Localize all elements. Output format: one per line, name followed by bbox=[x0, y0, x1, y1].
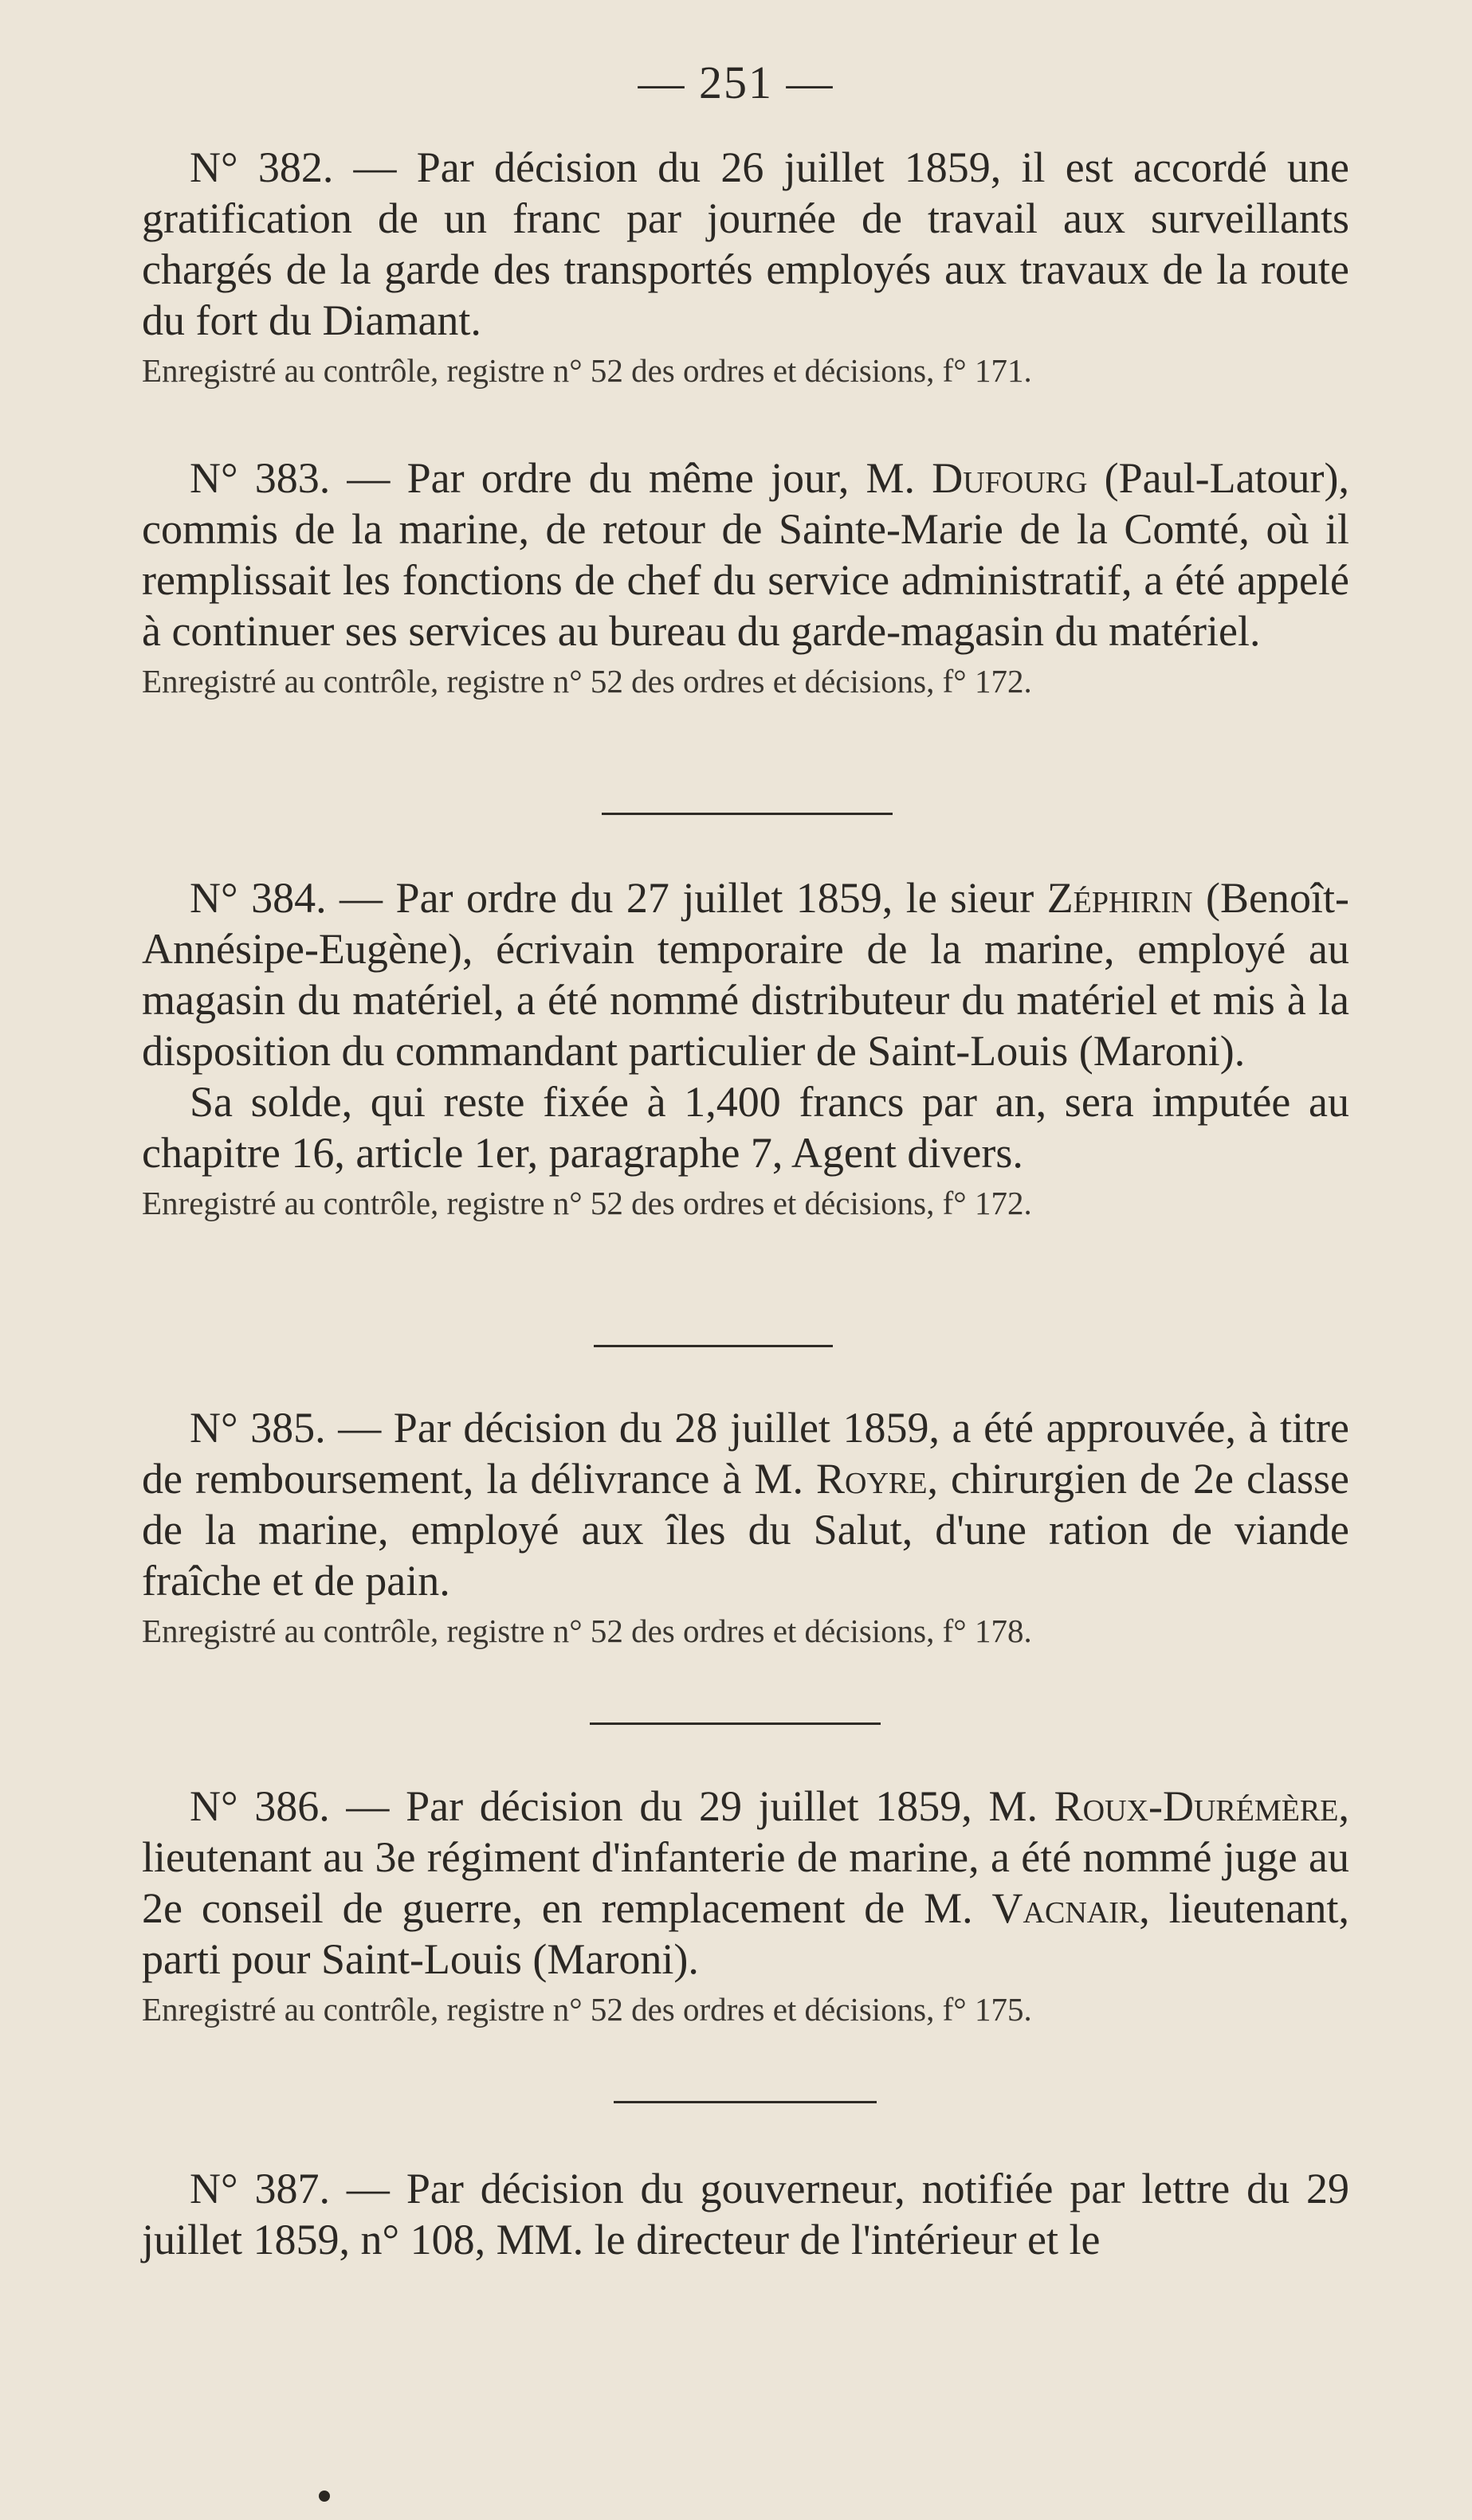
entry-body: (Benoît-Annésipe-Eugène), écrivain temporaire de la marine, employé au magasin du matériel, a été nommé distributeur du matériel et mis à la disposition du commandant particulier de Saint-Louis (Maroni). bbox=[142, 874, 1349, 1075]
register-note: Enregistré au contrôle, registre n° 52 des ordres et décisions, f° 171. bbox=[142, 352, 1032, 389]
entry-body: Par ordre du 27 juillet 1859, le sieur bbox=[395, 874, 1047, 922]
entry-body: , lieutenant, parti pour Saint-Louis (Maroni). bbox=[142, 1884, 1350, 1983]
entry-body: , lieutenant au 3e régiment d'infanterie de marine, a été nommé juge au 2e conseil de guerre, en remplacement de M. bbox=[142, 1782, 1350, 1932]
entry-382-text bbox=[142, 142, 1349, 346]
section-divider bbox=[602, 813, 893, 815]
ink-speck bbox=[319, 2491, 330, 2502]
entry-384-text-2: Sa solde, qui reste fixée à 1,400 francs par an, sera imputée au chapitre 16, article 1er, paragraphe 7, Agent divers. bbox=[142, 1078, 1349, 1177]
entry-383-text bbox=[142, 453, 1349, 656]
person-name: Roux-Durémère bbox=[1054, 1782, 1339, 1830]
entry-number: N° 387. — bbox=[190, 2165, 406, 2212]
entry-number: N° 386. — bbox=[190, 1782, 406, 1830]
entry-384 bbox=[142, 872, 1349, 1223]
entry-body: Par décision du 29 juillet 1859, M. bbox=[406, 1782, 1054, 1830]
entry-body: (Paul-Latour), commis de la marine, de retour de Sainte-Marie de la Comté, où il remplissait les fonctions de chef du service administratif, a été appelé à continuer ses services au bureau du garde-magasin du matériel. bbox=[142, 454, 1349, 655]
person-name: Vacnair bbox=[991, 1884, 1140, 1932]
entry-387 bbox=[142, 2163, 1349, 2265]
entry-382 bbox=[142, 142, 1349, 390]
entry-body: Par ordre du même jour, M. bbox=[406, 454, 932, 502]
page-number: — 251 — bbox=[638, 57, 834, 108]
entry-385 bbox=[142, 1402, 1349, 1651]
person-name: Dufourg bbox=[932, 454, 1088, 502]
entry-386-text bbox=[142, 1781, 1349, 1985]
person-name: Zéphirin bbox=[1046, 874, 1193, 922]
register-note: Enregistré au contrôle, registre n° 52 des ordres et décisions, f° 175. bbox=[142, 1991, 1032, 2028]
register-note: Enregistré au contrôle, registre n° 52 des ordres et décisions, f° 172. bbox=[142, 663, 1032, 700]
entry-body: Par décision du gouverneur, notifiée par lettre du 29 juillet 1859, n° 108, MM. le directeur de l'intérieur et le bbox=[142, 2165, 1350, 2263]
entry-number: N° 383. — bbox=[190, 454, 407, 502]
section-divider bbox=[614, 2101, 877, 2103]
entry-386 bbox=[142, 1781, 1349, 2029]
section-divider bbox=[590, 1722, 881, 1725]
entry-385-text bbox=[142, 1402, 1349, 1606]
register-note: Enregistré au contrôle, registre n° 52 des ordres et décisions, f° 172. bbox=[142, 1185, 1032, 1221]
entry-387-text bbox=[142, 2163, 1349, 2265]
entry-384-text bbox=[142, 872, 1349, 1076]
person-name: Royre bbox=[816, 1455, 928, 1503]
section-divider bbox=[594, 1345, 833, 1347]
entry-number: N° 384. — bbox=[190, 874, 396, 922]
register-note: Enregistré au contrôle, registre n° 52 des ordres et décisions, f° 178. bbox=[142, 1613, 1032, 1649]
entry-number: N° 385. — bbox=[190, 1404, 394, 1452]
entry-body: Par décision du 28 juillet 1859, a été approuvée, à titre de remboursement, la délivrance à M. bbox=[142, 1404, 1350, 1503]
entry-body: , chirurgien de 2e classe de la marine, employé aux îles du Salut, d'une ration de viande fraîche et de pain. bbox=[142, 1455, 1349, 1605]
entry-383 bbox=[142, 453, 1349, 701]
entry-number: N° 382. — bbox=[190, 143, 417, 191]
entry-body: Par décision du 26 juillet 1859, il est accordé une gratification de un franc par journée de travail aux surveillants chargés de la garde des transportés employés aux travaux de la route du fort du Diamant. bbox=[142, 143, 1350, 344]
